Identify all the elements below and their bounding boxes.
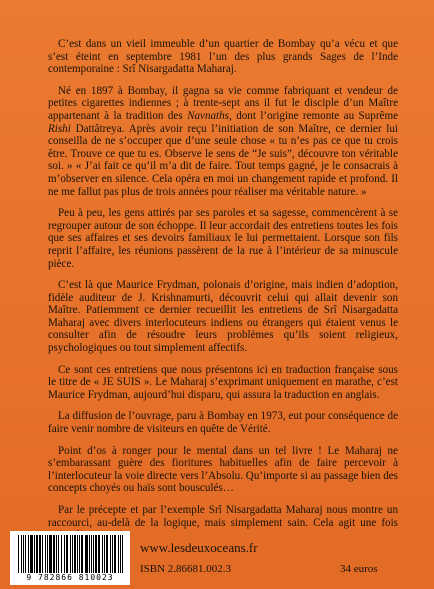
- barcode-bar: [25, 535, 26, 573]
- barcode-bar: [77, 535, 78, 573]
- barcode-bar: [61, 535, 63, 573]
- barcode-bar: [45, 535, 46, 573]
- barcode-bar: [93, 535, 94, 573]
- barcode-bar: [39, 535, 41, 573]
- barcode-bar: [58, 535, 59, 573]
- paragraph-diffusion: La diffusion de l’ouvrage, paru à Bombay en 1973, eut pour conséquence de faire venir nombre de visiteurs en quête de Vérité.: [48, 410, 398, 436]
- paragraph-gatherings: Peu à peu, les gens attirés par ses paroles et sa sagesse, commencèrent à se regrouper autour de son échoppe. Il leur accordait des entretiens toutes les fois que ses affaires et ses devoirs familiaux le lui permettaient. Lorsque son fils reprit l’affaire, les réunions passèrent de la rue à l’intérieur de sa minuscule pièce.: [48, 207, 398, 270]
- barcode-bar: [89, 535, 90, 573]
- paragraph-biography: Né en 1897 à Bombay, il gagna sa vie comme fabriquant et vendeur de petites cigarettes indiennes ; à trente-sept ans il fut le disciple d’un Maître appartenant à la tradition des Navnaths, dont l’origine remonte au Suprême Rishi Dattâtreya. Après avoir reçu l’initiation de son Maître, ce dernier lui conseilla de ne s’occuper que d’une seule chose « tu n’es pas ce que tu crois être. Trouve ce que tu es. Observe le sens de “Je suis”, découvre ton véritable soi. » « J’ai fait ce qu’il m’a dit de faire. Tout temps gagné, je le consacrais à m’observer en silence. Cela opéra en moi un changement rapide et profond. Il ne me fallut pas plus de trois années pour réaliser ma véritable nature. »: [48, 84, 398, 198]
- barcode-bar: [122, 535, 123, 573]
- barcode-bar: [74, 535, 76, 573]
- barcode-bar: [34, 535, 35, 573]
- barcode-bar: [56, 535, 57, 573]
- paragraph-precept: Par le précepte et par l’exemple Srî Nisargadatta Maharaj nous montre un raccourci, au-delà de la logique, mais simplement sain. Cela agit une fois: [48, 504, 398, 529]
- barcode-bar: [114, 535, 116, 573]
- barcode: [10, 531, 130, 585]
- barcode-bar: [47, 535, 48, 573]
- barcode-bar: [85, 535, 88, 573]
- barcode-bar: [104, 535, 105, 573]
- barcode-bar: [21, 535, 22, 573]
- barcode-bar: [110, 535, 111, 573]
- paragraph-intro: C’est dans un vieil immeuble d’un quartier de Bombay qu’a vécu et que s’est éteint en septembre 1981 l’un des plus grands Sages de l’Inde contemporaine : Srî Nisargadatta Maharaj.: [48, 38, 398, 76]
- barcode-bar: [70, 535, 71, 573]
- barcode-bar: [106, 535, 109, 573]
- barcode-bars: [18, 535, 124, 573]
- barcode-bar: [72, 535, 73, 573]
- price-label: 34 euros: [340, 563, 378, 575]
- barcode-bar: [64, 535, 65, 573]
- barcode-bar: [91, 535, 92, 573]
- barcode-bar: [79, 535, 80, 573]
- barcode-bar: [36, 535, 38, 573]
- paragraph-mental: Point d’os à ronger pour le mental dans un tel livre ! Le Maharaj ne s’embarassant guère des fioritures habituelles afin de faire percevoir à l’interlocuteur la voie directe vers l’Absolu. Qu’importe si au passage bien des concepts choyés ou haïs sont bousculés…: [48, 444, 398, 495]
- publisher-website: www.lesdeuxoceans.fr: [140, 540, 258, 555]
- blurb-text: [48, 38, 398, 551]
- barcode-bar: [95, 535, 97, 573]
- barcode-bar: [98, 535, 100, 573]
- barcode-bar: [23, 535, 25, 573]
- barcode-bar: [30, 535, 33, 573]
- barcode-bar: [18, 535, 19, 573]
- isbn-number: ISBN 2.86681.002.3: [140, 563, 232, 575]
- barcode-bar: [118, 535, 119, 573]
- barcode-digits: 9 782866 810023: [26, 573, 114, 582]
- barcode-bar: [102, 535, 103, 573]
- paragraph-frydman: C’est là que Maurice Frydman, polonais d’origine, mais indien d’adoption, fidèle auditeur de J. Krishnamurti, découvrit celui qui allait devenir son Maître. Patiemment ce dernier recueillit les entretiens de Srî Nisargadatta Maharaj avec divers interlocuteurs indiens ou étrangers qui étaient venus le consulter afin de résoudre leurs problèmes qu’ils soient religieux, psychologiques ou tout simplement affectifs.: [48, 279, 398, 355]
- barcode-bar: [42, 535, 43, 573]
- barcode-bar: [28, 535, 29, 573]
- barcode-bar: [49, 535, 52, 573]
- barcode-bar: [112, 535, 113, 573]
- paragraph-translation: Ce sont ces entretiens que nous présentons ici en traduction française sous le titre de « JE SUIS ». Le Maharaj s’exprimant uniquement en marathe, c’est Maurice Frydman, aujourd’hui disparu, qui assura la traduction en anglais.: [48, 363, 398, 401]
- barcode-bar: [120, 535, 121, 573]
- barcode-bar: [81, 535, 83, 573]
- barcode-bar: [66, 535, 69, 573]
- barcode-bar: [53, 535, 55, 573]
